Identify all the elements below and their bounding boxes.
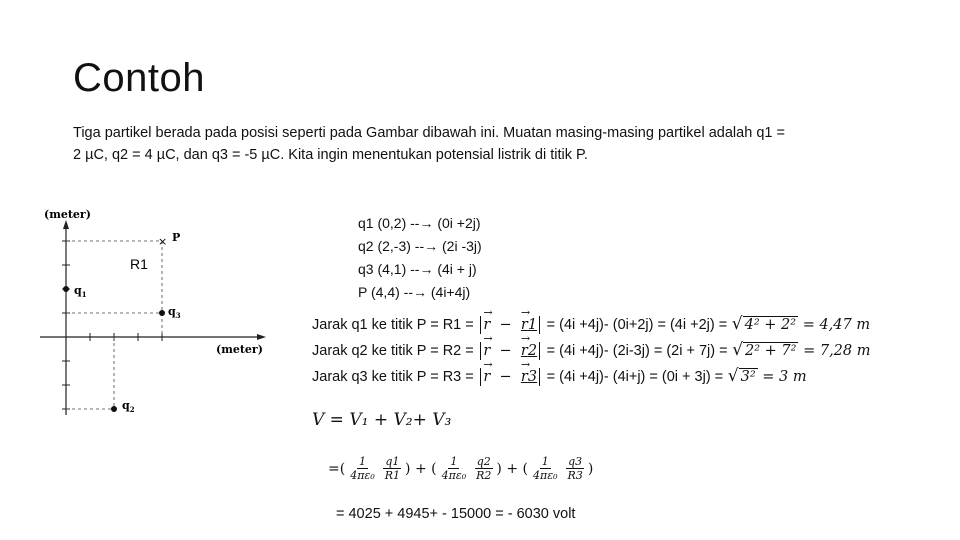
coordinate-diagram: [36, 205, 276, 420]
formula-open: =(: [328, 460, 346, 477]
distance-line-2: Jarak q2 ke titik P = R2 = → r − → r2 = (4i +4j)- (2i-3j) = (2i + 7j) = √ 2² + 7² = 7,28 m: [312, 340, 871, 360]
distance-2-result: = 7,28 m: [803, 343, 871, 359]
term-3-ratio: $\frac{q3}{R3}$: [567, 455, 583, 482]
potential-formula: =( $\frac{1}{\text{4πε₀}}$ $\frac{q1}{R1}$ ) + ( $\frac{1}{\text{4πε₀}}$ $\frac{q2}{R2}$ ) + ( $\frac{1}{\text{4πε₀}}$ $\frac{q3}{R3}$ ): [328, 455, 594, 482]
distance-line-1: Jarak q1 ke titik P = R1 = → r − → r1 = (4i +4j)- (0i+2j) = (4i +2j) = √ 4² + 2² = 4,47 m: [312, 314, 870, 334]
distance-3-mid: = (4i +4j)- (4i+j) = (0i + 3j) =: [546, 369, 724, 385]
coord-q1: q1 (0,2) --→ (0i +2j): [358, 215, 481, 231]
distance-2-mid: = (4i +4j)- (2i-3j) = (2i + 7j) =: [546, 343, 728, 359]
term-1-ratio: $\frac{q1}{R1}$: [384, 455, 401, 482]
slide-title: Contoh: [73, 56, 205, 100]
y-axis-label: (meter): [44, 208, 91, 221]
term-1-coef: $\frac{1}{\text{4πε₀}}$: [350, 455, 375, 482]
q1-point: [63, 286, 69, 292]
distance-2-root: 2² + 7²: [745, 343, 797, 359]
distance-3-prefix: Jarak q3 ke titik P = R3 =: [312, 369, 474, 385]
coordinate-list: [358, 212, 482, 304]
problem-paragraph: Tiga partikel berada pada posisi seperti pada Gambar dibawah ini. Muatan masing-masing partikel adalah q1 = 2 µC, q2 = 4 µC, dan q3 = -5 µC. Kita ingin menentukan potensial listrik di titik P.: [73, 125, 785, 163]
term-2-ratio: $\frac{q2}{R2}$: [476, 455, 492, 482]
q3-label: $q_3$: [168, 305, 181, 320]
distance-3-root: 3²: [740, 369, 756, 385]
term-3-coef: $\frac{1}{\text{4πε₀}}$: [532, 455, 558, 482]
coord-q2: q2 (2,-3) --→ (2i -3j): [358, 238, 482, 254]
point-p-label: P: [172, 231, 181, 244]
distance-2-prefix: Jarak q2 ke titik P = R2 =: [312, 343, 474, 359]
p-marker: ×: [158, 235, 168, 248]
q2-label: $q_2$: [122, 399, 135, 414]
q1-label: $q_1$: [74, 284, 87, 299]
r1-label: R1: [130, 256, 148, 272]
distance-3-result: = 3 m: [762, 369, 807, 385]
coord-q3: q3 (4,1) --→ (4i + j): [358, 261, 477, 277]
coord-p: P (4,4) --→ (4i+4j): [358, 284, 471, 300]
q2-point: [111, 406, 117, 412]
final-result: = 4025 + 4945+ - 15000 = - 6030 volt: [336, 506, 576, 522]
x-axis-label: (meter): [216, 343, 263, 356]
q3-point: [159, 310, 165, 316]
distance-1-result: = 4,47 m: [802, 317, 871, 333]
term-2-coef: $\frac{1}{\text{4πε₀}}$: [441, 455, 467, 482]
distance-1-mid: = (4i +4j)- (0i+2j) = (4i +2j) =: [546, 317, 728, 333]
distance-line-3: Jarak q3 ke titik P = R3 = → r − → r3 = (4i +4j)- (4i+j) = (0i + 3j) = √ 3² = 3 m: [312, 366, 807, 386]
distance-1-prefix: Jarak q1 ke titik P = R1 =: [312, 317, 474, 333]
potential-sum: V = V₁ + V₂+ V₃: [312, 410, 452, 430]
distance-1-root: 4² + 2²: [744, 317, 797, 333]
